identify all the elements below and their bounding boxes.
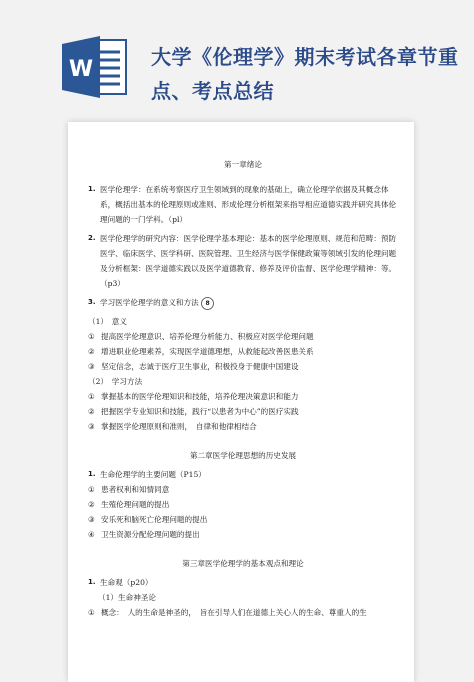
item-number: 1. <box>88 578 96 586</box>
chapter-2-heading: 第二章医学伦理思想的历史发展 <box>189 451 297 460</box>
list-item: ① 掌握基本的医学伦理知识和技能，培养伦理决策意识和能力 <box>88 392 299 401</box>
list-item: ② 把握医学专业知识和技能，践行“以患者为中心”的医疗实践 <box>88 407 299 416</box>
list-item <box>88 295 398 310</box>
list-item: ② 生殖伦理问题的提出 <box>88 500 170 509</box>
item-number: 1. <box>88 185 96 193</box>
section-heading: （2） 学习方法 <box>88 377 143 386</box>
list-item <box>88 182 398 227</box>
list-item: ④ 卫生资源分配伦理问题的提出 <box>88 530 200 539</box>
page-title: 大学《伦理学》期末考试各章节重点、考点总结 <box>151 45 459 103</box>
list-item: ① 概念： 人的生命是神圣的， 旨在引导人们在道德上关心人的生命、尊重人的生 <box>88 608 367 617</box>
list-item: ③ 坚定信念，志诚于医疗卫生事业，积极投身于健康中国建设 <box>88 362 299 371</box>
word-document-icon <box>60 34 130 100</box>
item-number: 1. <box>88 470 96 478</box>
list-item: ① 患者权利和知情同意 <box>88 485 170 494</box>
document-body <box>88 157 398 620</box>
item-number: 2. <box>88 234 96 242</box>
chapter-1-heading: 第一章绪论 <box>224 160 262 169</box>
page-mark-icon: 8 <box>201 297 214 310</box>
list-item <box>88 575 398 590</box>
item-text: 医学伦理学：在系统考察医疗卫生领域到的现象的基础上，确立伦理学依据及其概念体系，概括出基本的伦理原则或准则、形成伦理分析框架来指导相应道德实践并研究具体伦理问题的一门学科。（pl） <box>100 185 397 224</box>
item-text: 生命观（p20） <box>100 578 153 587</box>
svg-text:W: W <box>68 57 94 82</box>
item-text: 医学伦理学的研究内容：医学伦理学基本理论：基本的医学伦理原则、规范和范畴：预防医学、临床医学、医学科研、医院管理、卫生经济与医学保健政策等领域引发的伦理问题及分析框架：医学道德实践以及医学道德教育、修养及评价监督、医学伦理学精神：等。 （p3） <box>100 234 400 288</box>
section-heading: （1） 意义 <box>88 317 127 326</box>
item-text: 生命伦理学的主要问题（P15） <box>100 470 206 479</box>
chapter-3-heading: 第三章医学伦理学的基本观点和理论 <box>182 559 304 568</box>
list-item: ② 增进职业伦理素养，实现医学道德理想，从救能起改善医患关系 <box>88 347 314 356</box>
list-item: ① 提高医学伦理意识、培养伦理分析能力、积极应对医学伦理问题 <box>88 332 314 341</box>
item-number: 3. <box>88 298 96 306</box>
list-item: ③ 掌握医学伦理原则和准则， 自律和他律相结合 <box>88 422 257 431</box>
header <box>0 0 474 112</box>
item-text: 学习医学伦理学的意义和方法 <box>100 298 199 307</box>
list-item <box>88 467 398 482</box>
list-item <box>88 231 398 291</box>
list-item: ③ 安乐死和脑死亡伦理问题的提出 <box>88 515 208 524</box>
section-heading: （1）生命神圣论 <box>98 593 156 602</box>
document-page <box>68 122 414 682</box>
